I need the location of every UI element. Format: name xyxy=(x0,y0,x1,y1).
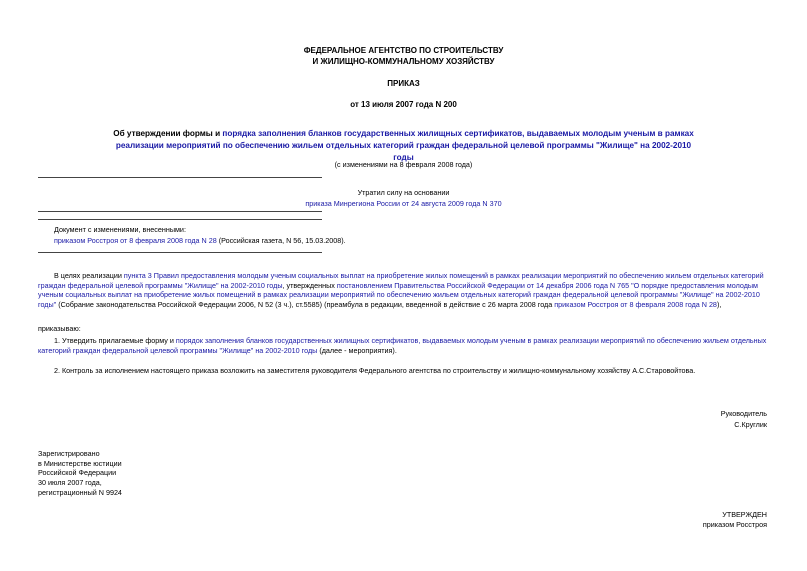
divider xyxy=(38,252,322,253)
signature-role: Руководитель xyxy=(720,409,767,418)
order-item-2: 2. Контроль за исполнением настоящего приказа возложить на заместителя руководителя Федерального агентства по строительству и жилищно-коммунальному хозяйству А.С.Старовойтова. xyxy=(54,366,696,375)
document-title xyxy=(106,128,701,164)
registration-block xyxy=(38,449,122,498)
approval-block xyxy=(703,510,767,529)
void-note-link[interactable]: приказа Минрегиона России от 24 августа 2009 года N 370 xyxy=(305,199,502,208)
order-item-1 xyxy=(38,336,768,355)
divider xyxy=(38,219,322,220)
signature-name: С.Круглик xyxy=(734,420,767,429)
preamble-paragraph xyxy=(38,271,768,310)
changes-note xyxy=(54,236,346,246)
changes-note-link[interactable]: приказом Росстроя от 8 февраля 2008 года N 28 xyxy=(54,236,217,245)
agency-name-line1: ФЕДЕРАЛЬНОЕ АГЕНТСТВО ПО СТРОИТЕЛЬСТВУ xyxy=(303,46,504,55)
registration-line: в Министерстве юстиции xyxy=(38,458,122,468)
rosstroy-order-link[interactable]: приказом Росстроя от 8 февраля 2008 года N 28 xyxy=(554,300,717,310)
divider xyxy=(38,177,322,178)
registration-line: Зарегистрировано xyxy=(38,449,100,458)
registration-line: регистрационный N 9924 xyxy=(38,487,122,497)
preamble-text: (Собрание законодательства Российской Федерации 2006, N 52 (3 ч.), ст.5585) (преамбула в редакции, введенной в действие с 26 марта 2008 года xyxy=(56,300,555,310)
changes-note-label: Документ с изменениями, внесенными: xyxy=(54,225,186,234)
approval-line: УТВЕРЖДЕН xyxy=(722,510,767,519)
divider xyxy=(38,211,322,212)
preamble-text: ), xyxy=(716,300,722,310)
order-word: приказываю: xyxy=(38,324,81,333)
rules-link[interactable]: пункта 3 Правил предоставления молодым ученым социальных выплат на приобретение жилых помещений в рамках реализации мероприятий по обеспечению жильем отдельных категорий граждан федеральной целевой программы "Жилище" на 2002-2010 годы xyxy=(38,271,764,290)
title-prefix: Об утверждении формы и xyxy=(113,129,223,138)
amendment-note: (с изменениями на 8 февраля 2008 года) xyxy=(334,160,473,169)
document-date: от 13 июля 2007 года N 200 xyxy=(350,100,457,109)
government-decree-link[interactable]: постановлением Правительства Российской Федерации от 14 декабря 2006 года N 765 "О порядке предоставления молодым ученым социальных выплат на приобретение жилых помещений в рамках реализации мероприятий по обеспечению жильем отдельных категорий граждан федеральной целевой программы "Жилище" на 2002-2010 годы" xyxy=(38,280,760,310)
preamble-text: , утвержденных xyxy=(282,280,337,290)
registration-line: 30 июля 2007 года, xyxy=(38,478,102,488)
title-link[interactable]: порядка заполнения бланков государственных жилищных сертификатов, выдаваемых молодым ученым в рамках реализации мероприятий по обеспечению жильем отдельных категорий граждан федеральной целевой программы "Жилище" на 2002-2010 годы xyxy=(115,129,694,162)
registration-line: Российской Федерации xyxy=(38,468,117,478)
changes-note-suffix: (Российская газета, N 56, 15.03.2008). xyxy=(216,236,346,245)
void-note-link-wrap xyxy=(0,199,807,209)
approval-line: приказом Росстроя xyxy=(702,519,767,529)
procedure-link[interactable]: порядок заполнения бланков государственных жилищных сертификатов, выдаваемых молодым ученым в рамках реализации мероприятий по обеспечению жильем отдельных категорий граждан федеральной целевой программы "Жилище" на 2002-2010 годы xyxy=(38,336,767,355)
item-text: (далее - мероприятия). xyxy=(317,345,397,355)
item-text: 1. Утвердить прилагаемые форму и xyxy=(54,336,176,345)
void-note-text: Утратил силу на основании xyxy=(357,188,450,197)
document-type: ПРИКАЗ xyxy=(387,79,420,88)
agency-name-line2: И ЖИЛИЩНО-КОММУНАЛЬНОМУ ХОЗЯЙСТВУ xyxy=(312,57,495,66)
preamble-text: В целях реализации xyxy=(54,271,124,280)
